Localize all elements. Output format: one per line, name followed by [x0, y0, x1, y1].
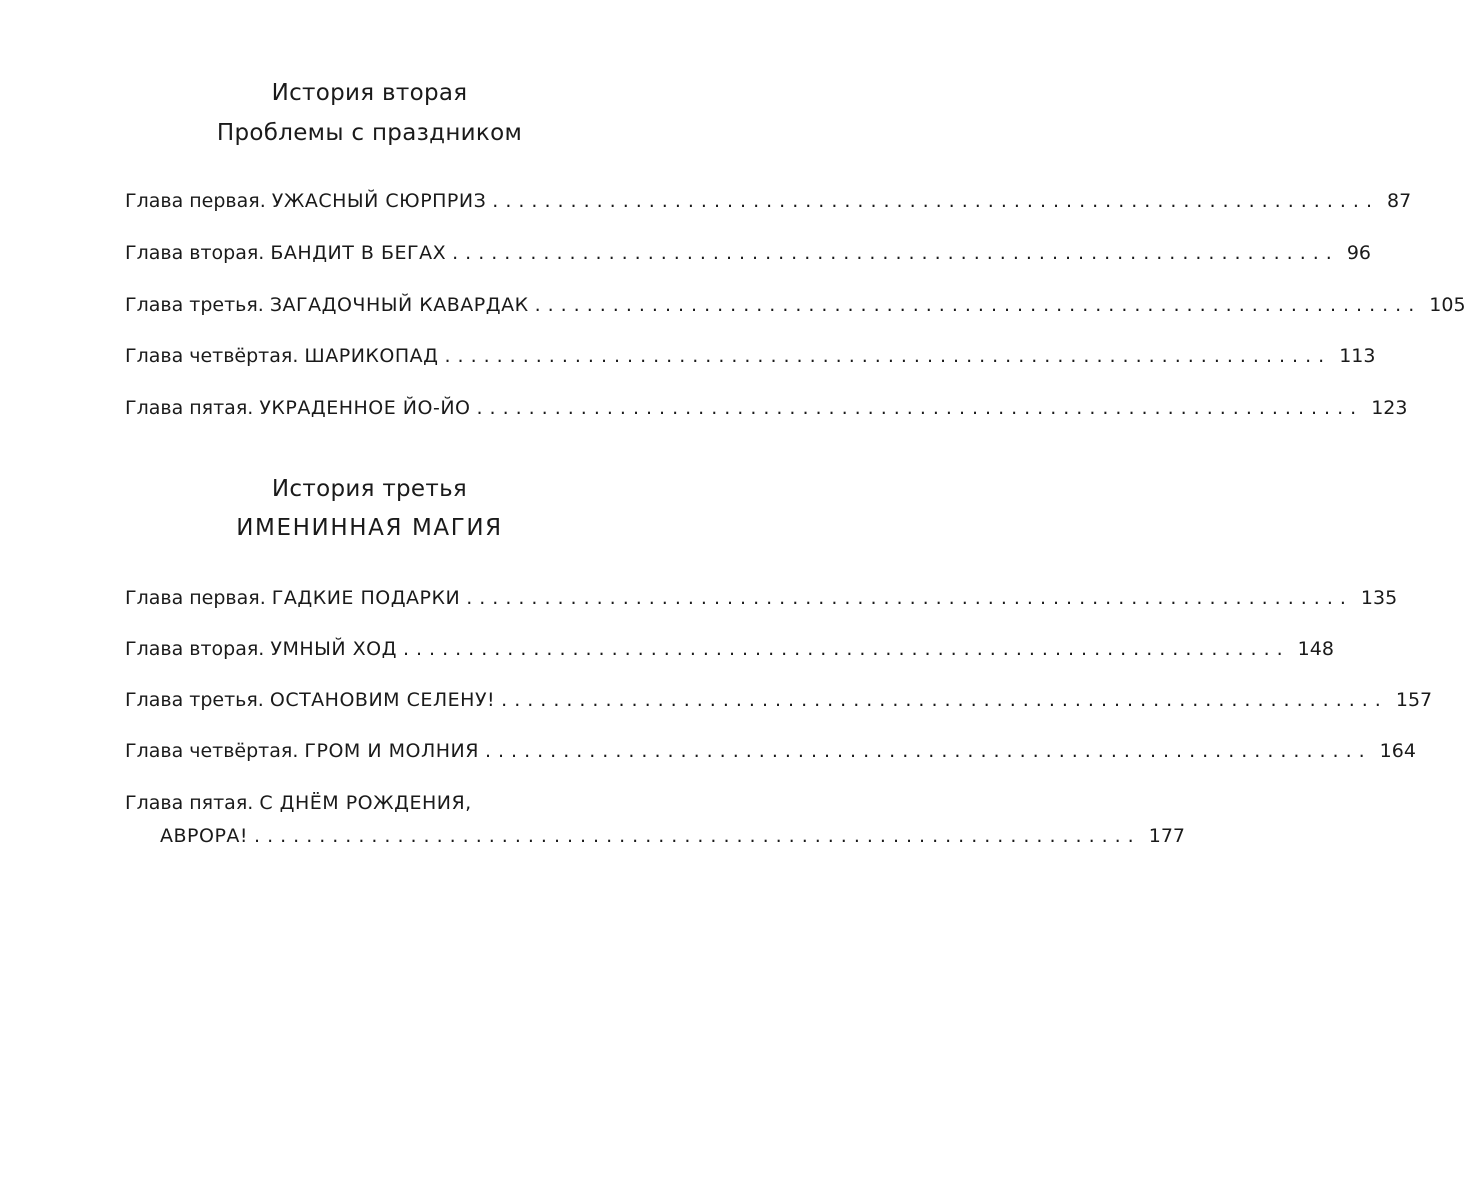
chapter-title: ЗАГАДОЧНЫЙ КАВАРДАК	[269, 294, 529, 316]
chapter-prefix: Глава четвёртая.	[125, 740, 299, 762]
story-two-title: Проблемы с праздником	[216, 120, 523, 146]
dot-leader: ....................................................................	[466, 587, 1353, 609]
page-number: 87	[1387, 190, 1412, 212]
toc-entry[interactable]	[125, 583, 1398, 613]
chapter-prefix: Глава четвёртая.	[125, 345, 299, 367]
chapter-title: С ДНЁМ РОЖДЕНИЯ,	[259, 792, 472, 814]
dot-leader: ....................................................................	[501, 689, 1388, 711]
chapter-prefix: Глава третья.	[125, 294, 264, 316]
dot-leader: ....................................................................	[452, 242, 1339, 264]
chapter-prefix: Глава первая.	[125, 190, 266, 212]
dot-leader: ....................................................................	[444, 345, 1332, 367]
chapter-title: ГАДКИЕ ПОДАРКИ	[271, 587, 461, 609]
toc-entry[interactable]	[125, 186, 1412, 216]
chapter-label	[125, 290, 529, 320]
chapter-prefix: Глава третья.	[125, 689, 264, 711]
dot-leader: ....................................................................	[254, 825, 1141, 847]
chapter-prefix: Глава вторая.	[125, 242, 265, 264]
chapter-label	[125, 393, 470, 423]
page-number: 157	[1395, 689, 1433, 711]
page-number: 123	[1371, 397, 1408, 419]
toc-entry[interactable]	[125, 341, 1376, 371]
chapter-label	[125, 583, 460, 613]
dot-leader: ....................................................................	[402, 638, 1290, 660]
story-three-title: ИМЕНИННАЯ МАГИЯ	[236, 515, 503, 541]
chapter-label	[125, 685, 495, 715]
page-number: 105	[1429, 294, 1466, 316]
chapter-title: ШАРИКОПАД	[304, 345, 439, 367]
toc-entry[interactable]	[125, 238, 1372, 268]
toc-entry[interactable]	[125, 736, 1416, 766]
chapter-prefix: Глава первая.	[125, 587, 266, 609]
chapter-title: ОСТАНОВИМ СЕЛЕНУ!	[269, 689, 496, 711]
chapter-title: УМНЫЙ ХОД	[270, 638, 397, 660]
dot-leader: ....................................................................	[484, 740, 1372, 762]
toc-entry[interactable]	[125, 634, 1334, 664]
toc-entry[interactable]	[125, 290, 1466, 320]
chapter-title: ГРОМ И МОЛНИЯ	[304, 740, 479, 762]
chapter-prefix: Глава пятая.	[125, 792, 254, 814]
chapter-title: УКРАДЕННОЕ ЙО-ЙО	[259, 397, 471, 419]
page-number: 96	[1346, 242, 1372, 264]
chapter-label	[125, 634, 397, 664]
story-three-heading: История третья	[271, 476, 468, 502]
chapter-title: БАНДИТ В БЕГАХ	[270, 242, 447, 264]
dot-leader: ....................................................................	[492, 190, 1379, 212]
chapter-label	[125, 186, 486, 216]
toc-entry[interactable]	[160, 821, 1185, 851]
chapter-label	[160, 821, 248, 851]
dot-leader: ....................................................................	[476, 397, 1364, 419]
chapter-label	[125, 238, 446, 268]
page-number: 113	[1339, 345, 1376, 367]
chapter-title: УЖАСНЫЙ СЮРПРИЗ	[271, 190, 487, 212]
chapter-label	[125, 736, 479, 766]
toc-entry[interactable]	[125, 685, 1433, 715]
chapter-prefix: Глава вторая.	[125, 638, 265, 660]
story-two-heading: История вторая	[271, 80, 468, 106]
chapter-label	[125, 341, 438, 371]
page-number: 135	[1360, 587, 1398, 609]
chapter-prefix: Глава пятая.	[125, 397, 254, 419]
toc-entry[interactable]	[125, 393, 1408, 423]
chapter-title-continued: АВРОРА!	[160, 825, 249, 847]
dot-leader: ....................................................................	[534, 294, 1422, 316]
page-number: 164	[1379, 740, 1416, 762]
page-number: 177	[1148, 825, 1185, 847]
toc-entry-first-line[interactable]	[125, 788, 472, 818]
page-number: 148	[1297, 638, 1334, 660]
